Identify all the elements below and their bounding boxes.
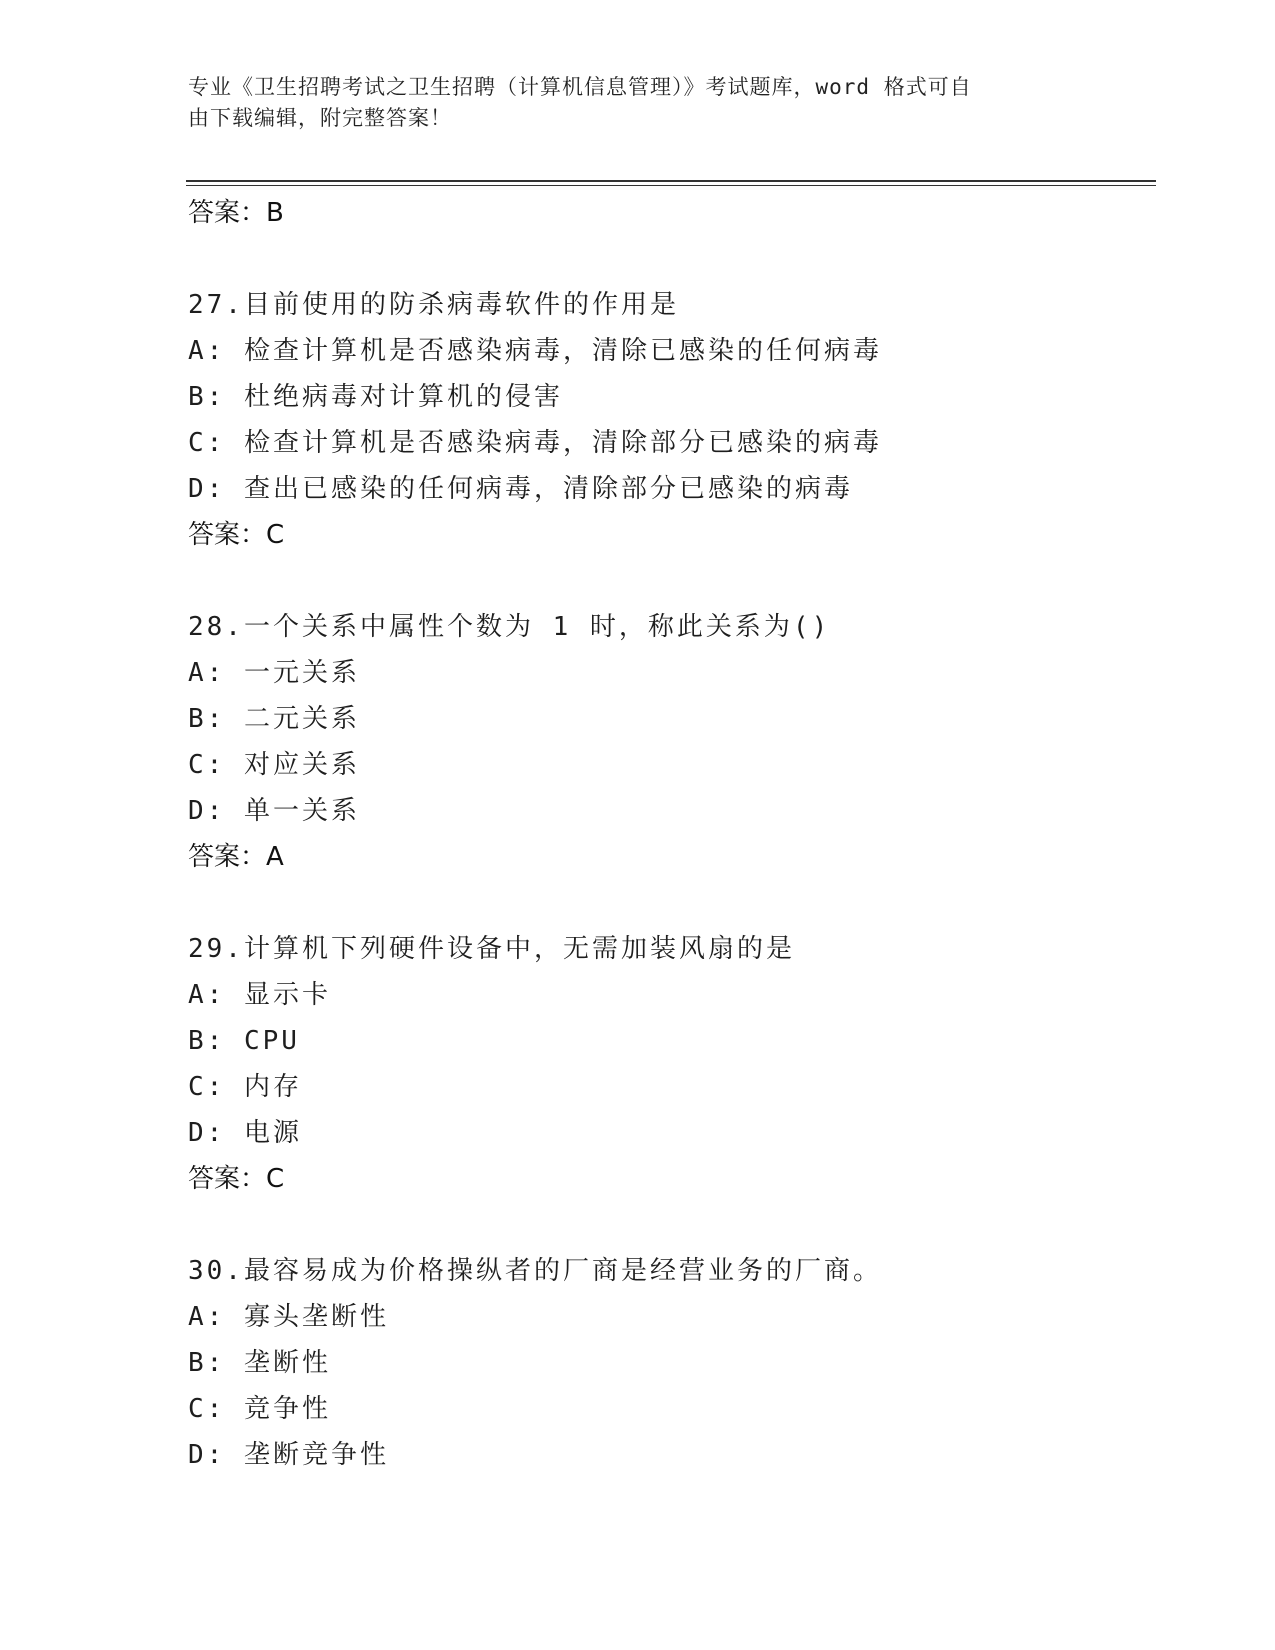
question-29-option-a: A: 显示卡 bbox=[188, 980, 331, 1010]
header-divider-thick bbox=[186, 180, 1156, 182]
question-27-option-d: D: 查出已感染的任何病毒，清除部分已感染的病毒 bbox=[188, 474, 853, 504]
question-30-stem: 30.最容易成为价格操纵者的厂商是经营业务的厂商。 bbox=[188, 1256, 882, 1286]
question-29-option-d: D: 电源 bbox=[188, 1118, 302, 1148]
question-30-option-c: C: 竞争性 bbox=[188, 1394, 331, 1424]
question-28-answer: 答案：A bbox=[188, 842, 284, 872]
header-line-1: 专业《卫生招聘考试之卫生招聘（计算机信息管理）》考试题库，word 格式可自 bbox=[188, 75, 972, 99]
answer-prev: 答案：B bbox=[188, 198, 284, 228]
document-header bbox=[188, 72, 1068, 134]
question-29-answer: 答案：C bbox=[188, 1164, 285, 1194]
question-28-stem: 28.一个关系中属性个数为 1 时，称此关系为() bbox=[188, 612, 831, 642]
spacer bbox=[188, 880, 1148, 926]
question-29-stem: 29.计算机下列硬件设备中，无需加装风扇的是 bbox=[188, 934, 795, 964]
header-divider-thin bbox=[186, 185, 1156, 186]
question-list bbox=[188, 190, 1148, 1478]
spacer bbox=[188, 1202, 1148, 1248]
question-28-option-a: A: 一元关系 bbox=[188, 658, 360, 688]
question-27-option-c: C: 检查计算机是否感染病毒，清除部分已感染的病毒 bbox=[188, 428, 882, 458]
question-27-stem: 27.目前使用的防杀病毒软件的作用是 bbox=[188, 290, 679, 320]
question-30 bbox=[188, 1248, 1148, 1478]
question-27-option-b: B: 杜绝病毒对计算机的侵害 bbox=[188, 382, 563, 412]
question-28-option-d: D: 单一关系 bbox=[188, 796, 360, 826]
question-27-answer: 答案：C bbox=[188, 520, 285, 550]
question-27-option-a: A: 检查计算机是否感染病毒，清除已感染的任何病毒 bbox=[188, 336, 882, 366]
question-30-option-a: A: 寡头垄断性 bbox=[188, 1302, 389, 1332]
question-29 bbox=[188, 926, 1148, 1202]
question-28-option-b: B: 二元关系 bbox=[188, 704, 360, 734]
question-30-option-d: D: 垄断竞争性 bbox=[188, 1440, 389, 1470]
question-29-option-b: B: CPU bbox=[188, 1026, 300, 1056]
question-28 bbox=[188, 604, 1148, 880]
spacer bbox=[188, 236, 1148, 282]
question-27 bbox=[188, 282, 1148, 558]
question-30-option-b: B: 垄断性 bbox=[188, 1348, 331, 1378]
header-line-2: 由下载编辑，附完整答案！ bbox=[188, 106, 452, 130]
question-28-option-c: C: 对应关系 bbox=[188, 750, 360, 780]
question-29-option-c: C: 内存 bbox=[188, 1072, 302, 1102]
spacer bbox=[188, 558, 1148, 604]
